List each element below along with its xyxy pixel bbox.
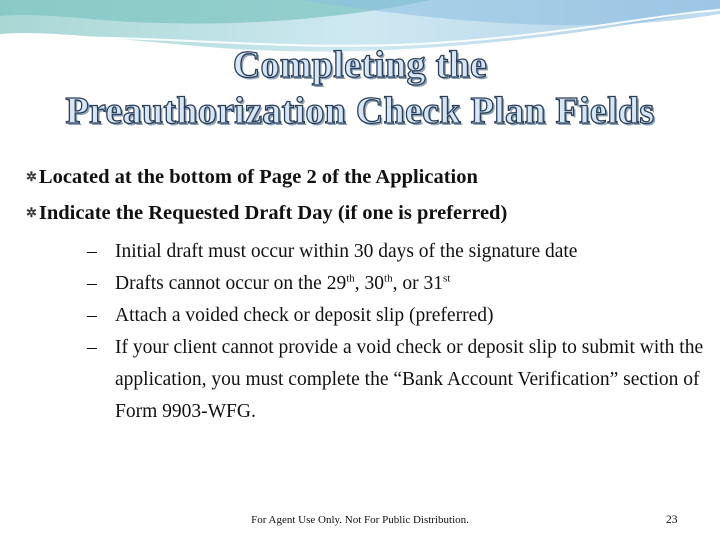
sub-bullet-item xyxy=(87,268,706,300)
sparkle-bullet-icon: ✲ xyxy=(26,169,37,184)
sub-bullet-list xyxy=(87,236,706,428)
bullet-text: Indicate the Requested Draft Day (if one is preferred) xyxy=(38,202,508,224)
sub-bullet-item xyxy=(87,300,706,332)
sub-bullet-item xyxy=(87,332,706,428)
slide-title xyxy=(0,42,720,134)
bullet-text: Located at the bottom of Page 2 of the Application xyxy=(38,166,478,188)
sub-bullet-text: If your client cannot provide a void check or deposit slip to submit with the application, you must complete the “Bank Account Verification” section of Form 9903-WFG. xyxy=(115,337,704,422)
sub-bullet-item xyxy=(87,236,706,268)
page-number: 23 xyxy=(666,514,678,526)
sub-bullet-text: Drafts cannot occur on the 29th, 30th, or 31st xyxy=(115,272,451,294)
slide-title-line1: Completing the xyxy=(232,44,488,86)
sub-bullet-text: Initial draft must occur within 30 days of the signature date xyxy=(115,241,578,262)
sub-bullet-text: Attach a voided check or deposit slip (preferred) xyxy=(115,305,494,326)
footer-disclaimer: For Agent Use Only. Not For Public Distribution. xyxy=(251,514,469,526)
dash-bullet-icon: – xyxy=(87,273,97,294)
sparkle-bullet-icon: ✲ xyxy=(26,205,37,220)
bullet-item-location xyxy=(26,160,706,196)
bullet-item-draft-day xyxy=(26,196,706,232)
slide-title-line2: Preauthorization Check Plan Fields xyxy=(65,90,655,132)
dash-bullet-icon: – xyxy=(87,241,97,262)
dash-bullet-icon: – xyxy=(87,337,97,358)
dash-bullet-icon: – xyxy=(87,305,97,326)
bullet-list xyxy=(26,160,706,428)
